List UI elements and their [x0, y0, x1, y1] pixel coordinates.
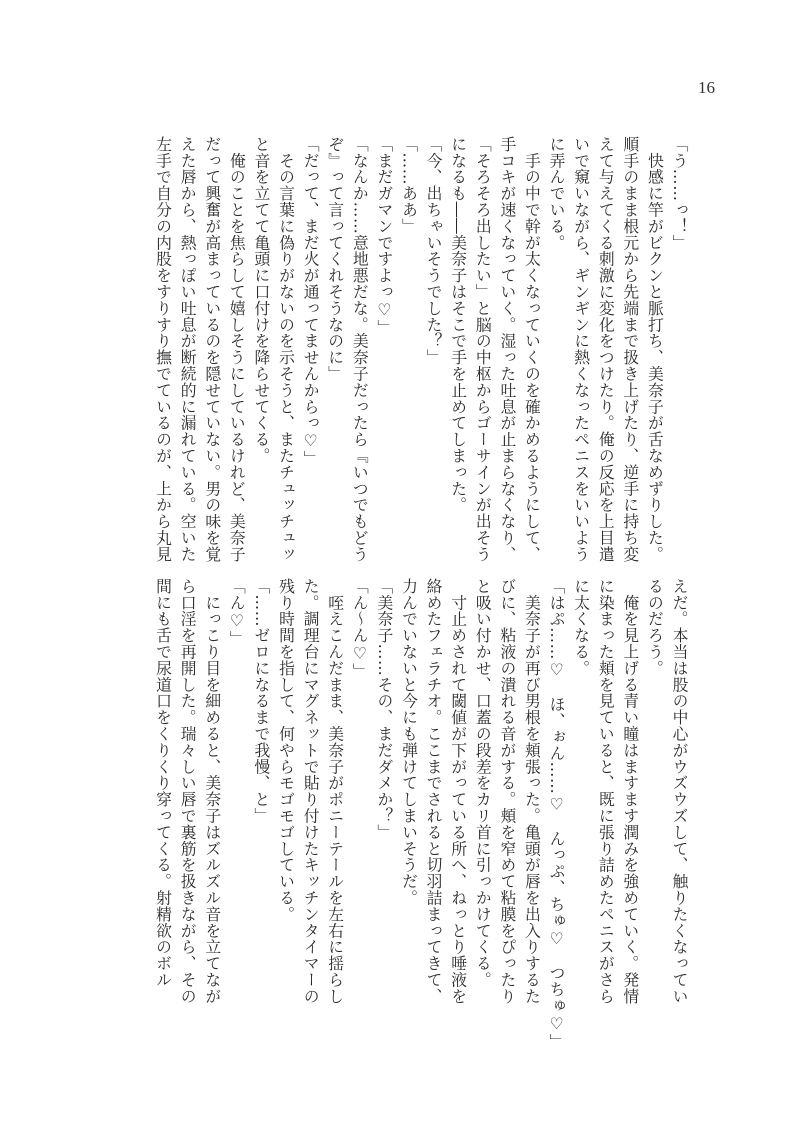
text-line: 「だって、まだ火が通ってませんからっ♡」: [301, 136, 321, 468]
text-line: 快感に竿がビクンと脈打ち、美奈子が舌なめずりした。: [645, 136, 665, 563]
text-line: 力んでいないと今にも弾けてしまいそうだ。: [399, 578, 419, 906]
text-line: 左手で自分の内股をすりすり撫でているのが、上から丸見: [153, 136, 173, 563]
text-line: と音を立てて亀頭に口付けを降らせてくる。: [251, 136, 271, 464]
text-line: 寸止めされて閾値が下がっている所へ、ねっとり唾液を: [448, 578, 468, 1005]
text-line: えて与えてくる刺激に変化をつけたり。俺の反応を上目遣: [596, 136, 616, 563]
text-block-top: [155, 136, 688, 568]
text-line: びに、粘液の潰れる音がする。頬を窄めて粘膜をぴったり: [497, 578, 517, 1005]
text-line: 「……ゼロになるまで我慢、と」: [251, 578, 271, 824]
text-block-bottom: [153, 578, 689, 1050]
text-line: にっこり目を細めると、美奈子はズルズル音を立てなが: [202, 578, 222, 1005]
text-line: 「美奈子……その、まだダメか？」: [374, 578, 394, 841]
text-line: 「なんか……意地悪だな。美奈子だったら『いつでもどう: [350, 136, 370, 563]
text-line: に弄んでいる。: [547, 136, 567, 251]
text-line: になるも――美奈子はそこで手を止めてしまった。: [448, 136, 468, 514]
text-line: 俺を見上げる青い瞳はますます潤みを強めていく。発情: [620, 578, 640, 1005]
text-line: 咥えこんだまま、美奈子がポニーテールを左右に揺らし: [325, 578, 345, 1005]
text-line: 「……ああ」: [399, 136, 419, 235]
text-line: るのだろう。: [645, 578, 665, 677]
text-line: と吸い付かせ、口蓋の段差をカリ首に引っかけてくる。: [473, 578, 493, 988]
text-line: 残り時間を指して、何やらモゴモゴしている。: [276, 578, 296, 923]
text-line: だって興奮が高まっているのを隠せていない。男の味を覚: [202, 136, 222, 563]
text-line: 手コキが速くなっていく。湿った吐息が止まらなくなり、: [497, 136, 517, 563]
text-line: 「そろそろ出したい」と脳の中枢からゴーサインが出そう: [473, 136, 493, 563]
text-line: 「はぷ……♡ ほ、ぉん……♡ んっぷ、ちゅ♡ つちゅ♡」: [547, 578, 567, 1050]
text-line: 順手のまま根元から先端まで扱き上げたり、逆手に持ち変: [620, 136, 640, 563]
text-line: に染まった頬を見ていると、既に張り詰めたペニスがさら: [596, 578, 616, 1005]
text-line: ら口淫を再開した。瑞々しい唇で裏筋を扱きながら、その: [178, 578, 198, 1005]
text-line: いで窺いながら、ギンギンに熱くなったペニスをいいよう: [571, 136, 591, 563]
text-line: えた唇から、熱っぽい吐息が断続的に漏れている。空いた: [178, 136, 198, 563]
text-line: 「まだガマンですよっ♡」: [374, 136, 394, 336]
text-line: 「ん～ん♡」: [350, 578, 370, 680]
text-line: た。調理台にマグネットで貼り付けたキッチンタイマーの: [301, 578, 321, 1005]
text-line: 美奈子が再び男根を頬張った。亀頭が唇を出入りするた: [522, 578, 542, 1005]
text-line: 手の中で幹が太くなっていくのを確かめるようにして、: [522, 136, 542, 563]
text-line: に太くなる。: [571, 578, 591, 677]
text-line: ぞ』って言ってくれそうなのに」: [325, 136, 345, 382]
text-line: 「今、出ちゃいそうでした？」: [424, 136, 444, 366]
text-line: 「う……っ！」: [670, 136, 689, 251]
text-line: その言葉に偽りがないのを示そうと、またチュッチュッ: [276, 136, 296, 563]
text-line: 絡めたフェラチオ。ここまでされると切羽詰まってきて、: [424, 578, 444, 1005]
text-line: 間にも舌で尿道口をくりくり穿ってくる。射精欲のボル: [153, 578, 173, 988]
text-line: 「ん♡」: [227, 578, 247, 647]
page-number: 16: [698, 78, 715, 97]
text-line: 俺のことを焦らして嬉しそうにしているけれど、美奈子: [227, 136, 247, 563]
text-line: えだ。本当は股の中心がウズウズして、触りたくなってい: [670, 578, 689, 1005]
